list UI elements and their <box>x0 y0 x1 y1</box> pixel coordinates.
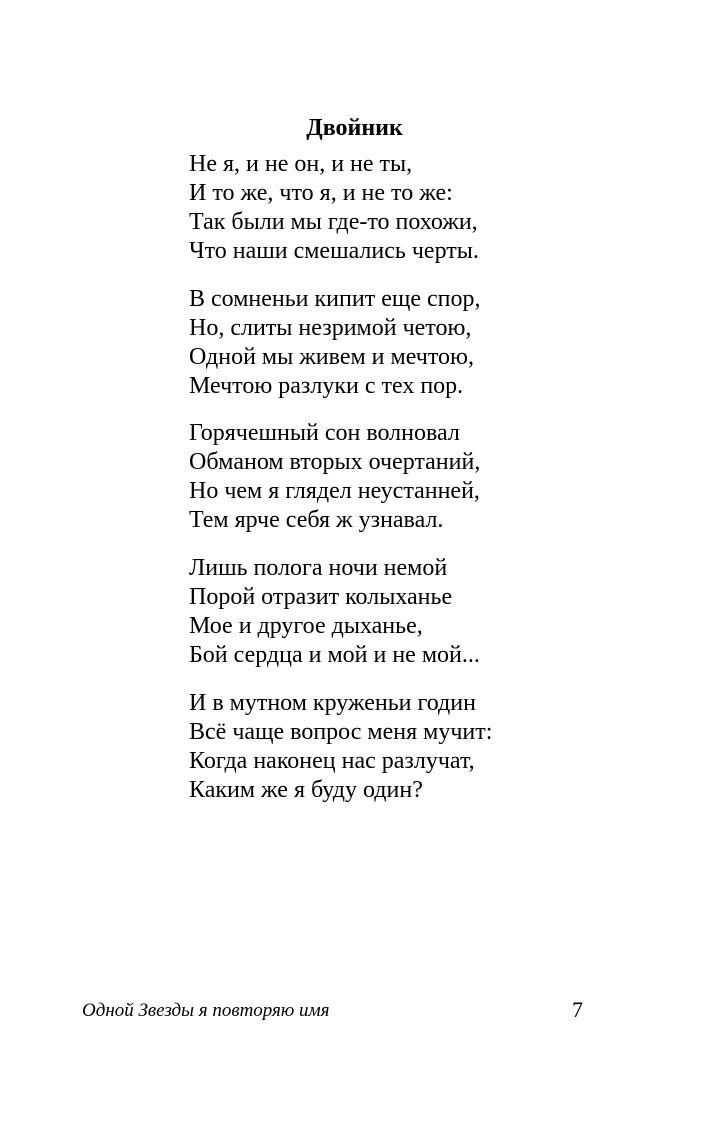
poem-line: Но чем я глядел неустанней, <box>189 478 480 505</box>
poem-line: В сомненьи кипит еще спор, <box>189 285 481 312</box>
poem-line: Порой отразит колыханье <box>189 584 453 611</box>
poem-line: Мое и другое дыханье, <box>189 613 423 640</box>
poem-line: И то же, что я, и не то же: <box>189 180 453 206</box>
poem-line: Мечтою разлуки с тех пор. <box>189 372 464 399</box>
stanza-5 <box>189 689 669 805</box>
poem-line: Лишь полога ночи немой <box>189 555 448 582</box>
book-title: Одной Звезды я повторяю имя <box>82 1000 330 1021</box>
poem-line: Каким же я буду один? <box>189 776 423 803</box>
stanza-4 <box>189 554 669 670</box>
poem-line: Одной мы живем и мечтою, <box>189 343 474 370</box>
poem-title: Двойник <box>306 115 403 142</box>
poem-line: Тем ярче себя ж узнавал. <box>189 507 444 534</box>
poem-line: Когда наконец нас разлучат, <box>189 747 475 774</box>
poem-line: Но, слиты незримой четою, <box>189 314 472 341</box>
page-footer <box>0 997 709 1025</box>
poem-line: Обманом вторых очертаний, <box>189 449 481 476</box>
stanza-1 <box>189 150 669 266</box>
stanza-3 <box>189 419 669 535</box>
poem-line: Всё чаще вопрос меня мучит: <box>189 718 493 745</box>
poem-line: Горячешный сон волновал <box>189 420 460 447</box>
poem-line: Не я, и не он, и не ты, <box>189 151 413 177</box>
poem-line: Так были мы где-то похожи, <box>189 209 478 235</box>
poem-body <box>189 150 669 823</box>
poem-line: Бой сердца и мой и не мой... <box>189 642 480 669</box>
poem-line: Что наши смешались черты. <box>189 238 479 264</box>
page-number: 7 <box>572 997 583 1022</box>
poem-line: И в мутном круженьи годин <box>189 689 476 716</box>
stanza-2 <box>189 285 669 401</box>
